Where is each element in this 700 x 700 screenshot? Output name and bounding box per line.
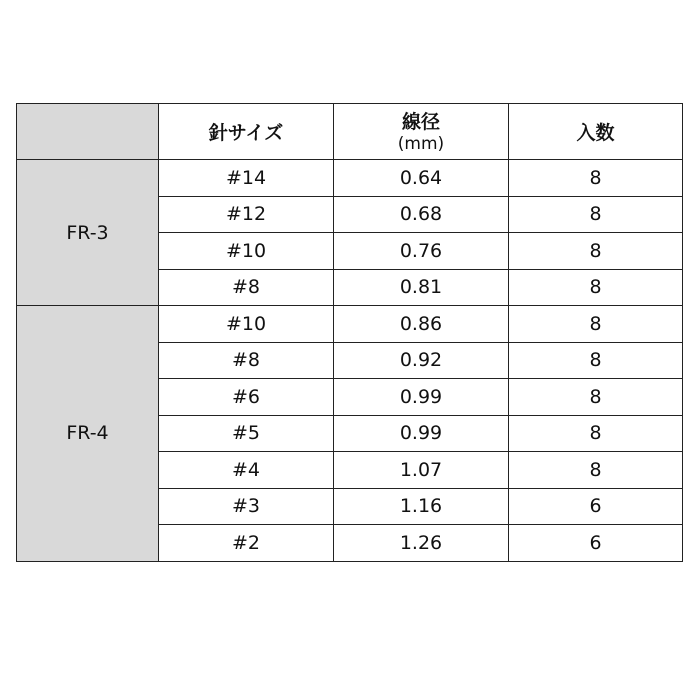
size-cell: #14: [159, 160, 334, 197]
quantity-cell: 8: [509, 306, 683, 343]
header-diameter-label: 線径: [401, 110, 440, 133]
header-size: 針サイズ: [159, 104, 334, 160]
size-cell: #6: [159, 379, 334, 416]
size-cell: #10: [159, 233, 334, 270]
size-cell: #8: [159, 342, 334, 379]
size-cell: #10: [159, 306, 334, 343]
diameter-cell: 0.68: [334, 196, 509, 233]
size-cell: #8: [159, 269, 334, 306]
diameter-cell: 0.92: [334, 342, 509, 379]
diameter-cell: 0.76: [334, 233, 509, 270]
diameter-cell: 0.64: [334, 160, 509, 197]
header-corner-cell: [17, 104, 159, 160]
quantity-cell: 8: [509, 233, 683, 270]
quantity-cell: 8: [509, 160, 683, 197]
spec-table: [16, 103, 683, 562]
size-cell: #5: [159, 415, 334, 452]
header-diameter: [334, 104, 509, 160]
diameter-cell: 0.86: [334, 306, 509, 343]
diameter-cell: 1.07: [334, 452, 509, 489]
quantity-cell: 6: [509, 525, 683, 562]
size-cell: #4: [159, 452, 334, 489]
diameter-cell: 1.26: [334, 525, 509, 562]
diameter-cell: 0.81: [334, 269, 509, 306]
group-model-cell: FR-3: [17, 160, 159, 306]
diameter-cell: 0.99: [334, 415, 509, 452]
diameter-cell: 0.99: [334, 379, 509, 416]
size-cell: #12: [159, 196, 334, 233]
header-quantity: 入数: [509, 104, 683, 160]
table-row: [17, 160, 683, 197]
quantity-cell: 8: [509, 415, 683, 452]
quantity-cell: 8: [509, 269, 683, 306]
group-model-cell: FR-4: [17, 306, 159, 562]
header-row: [17, 104, 683, 160]
quantity-cell: 8: [509, 452, 683, 489]
quantity-cell: 8: [509, 196, 683, 233]
quantity-cell: 8: [509, 379, 683, 416]
header-diameter-unit: (mm): [397, 133, 445, 154]
table-row: [17, 306, 683, 343]
size-cell: #3: [159, 488, 334, 525]
quantity-cell: 8: [509, 342, 683, 379]
quantity-cell: 6: [509, 488, 683, 525]
size-cell: #2: [159, 525, 334, 562]
diameter-cell: 1.16: [334, 488, 509, 525]
